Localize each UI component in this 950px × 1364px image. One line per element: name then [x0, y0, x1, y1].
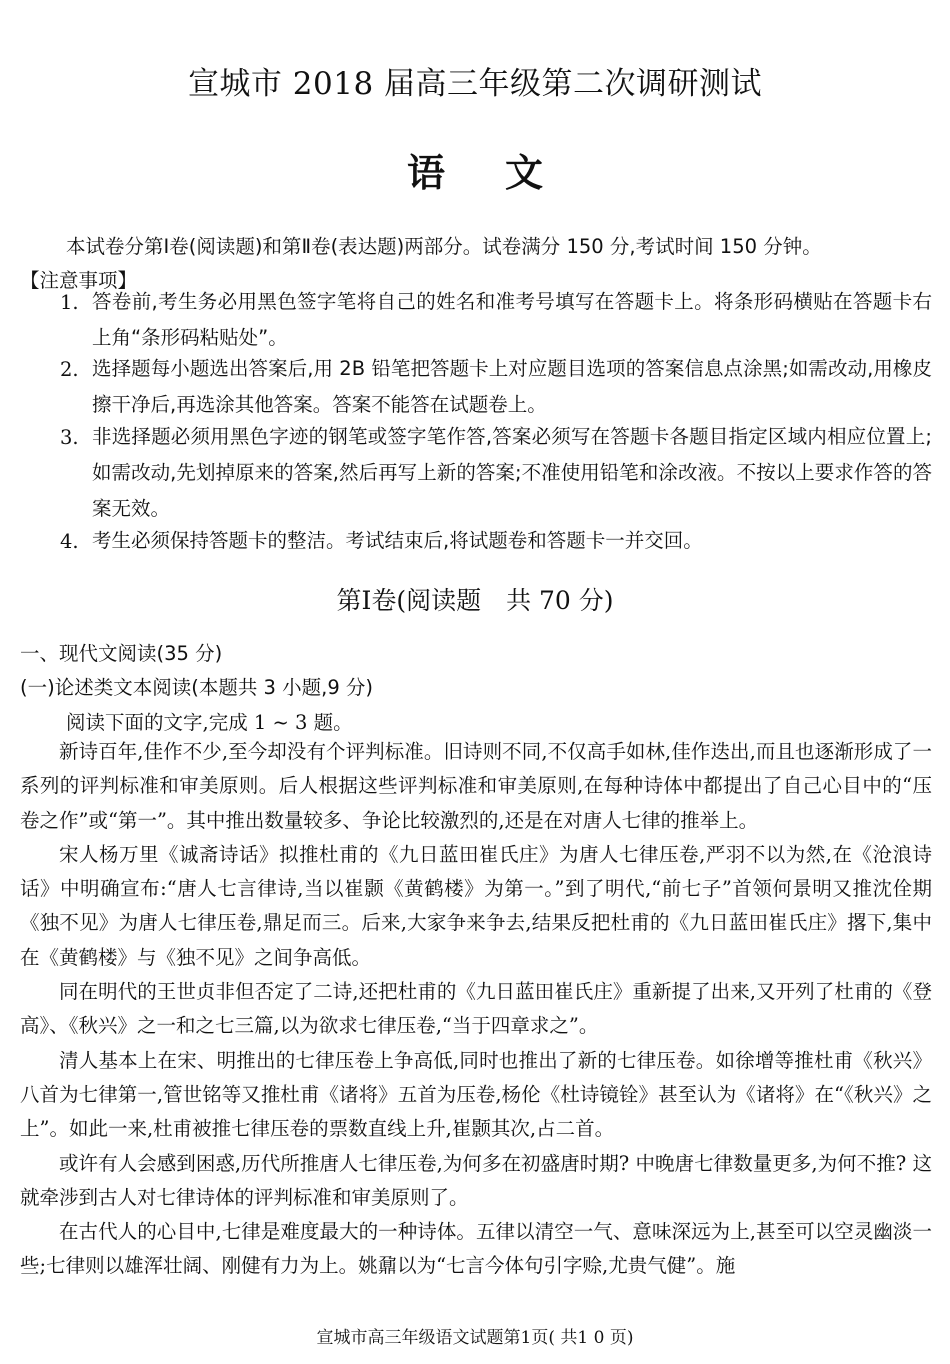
- notice-item-number: 2.: [60, 358, 79, 381]
- passage-paragraph: 清人基本上在宋、明推出的七律压卷上争高低,同时也推出了新的七律压卷。如徐增等推杜甫《秋兴》八首为七律第一,管世铭等又推杜甫《诸将》五首为压卷,杨伦《杜诗镜铨》甚至认为《诸将》在“《秋兴》之上”。如此一来,杜甫被推七律压卷的票数直线上升,崔颢其次,占二首。: [20, 1048, 932, 1141]
- page-footer: 宣城市高三年级语文试题第1页( 共1 0 页): [316, 1328, 634, 1348]
- notice-item-number: 4.: [60, 530, 79, 553]
- notice-item-text: 选择题每小题选出答案后,用 2B 铅笔把答题卡上对应题目选项的答案信息点涂黑;如需改动,用橡皮擦干净后,再选涂其他答案。答案不能答在试题卷上。: [92, 357, 932, 416]
- section-title: 第Ⅰ卷(阅读题 共 70 分): [336, 586, 614, 615]
- passage-paragraph: 宋人杨万里《诚斋诗话》拟推杜甫的《九日蓝田崔氏庄》为唐人七律压卷,严羽不以为然,在《沧浪诗话》中明确宣布:“唐人七言律诗,当以崔颢《黄鹤楼》为第一。”到了明代,“前七子”首领何景明又推沈佺期《独不见》为唐人七律压卷,鼎足而三。后来,大家争来争去,结果反把杜甫的《九日蓝田崔氏庄》撂下,集中在《黄鹤楼》与《独不见》之间争高低。: [20, 842, 932, 969]
- notice-item-text: 非选择题必须用黑色字迹的钢笔或签字笔作答,答案必须写在答题卡各题目指定区域内相应位置上;如需改动,先划掉原来的答案,然后再写上新的答案;不准使用铅笔和涂改液。不按以上要求作答的答案无效。: [92, 425, 932, 520]
- subject-title: 语文: [406, 151, 603, 195]
- notice-item-text: 答卷前,考生务必用黑色签字笔将自己的姓名和准考号填写在答题卡上。将条形码横贴在答题卡右上角“条形码粘贴处”。: [92, 290, 932, 349]
- notice-item-text: 考生必须保持答题卡的整洁。考试结束后,将试题卷和答题卡一并交回。: [92, 529, 703, 552]
- notice-item-number: 1.: [60, 291, 79, 314]
- exam-title: 宣城市 2018 届高三年级第二次调研测试: [187, 66, 763, 102]
- part-heading: 一、现代文阅读(35 分): [20, 642, 223, 665]
- passage-paragraph: 新诗百年,佳作不少,至今却没有个评判标准。旧诗则不同,不仅高手如林,佳作迭出,而且也逐渐形成了一系列的评判标准和审美原则。后人根据这些评判标准和审美原则,在每种诗体中都提出了自己心目中的“压卷之作”或“第一”。其中推出数量较多、争论比较激烈的,还是在对唐人七律的推举上。: [20, 740, 932, 832]
- reading-passage: [20, 735, 932, 1284]
- sub-heading: (一)论述类文本阅读(本题共 3 小题,9 分): [20, 676, 374, 699]
- passage-paragraph: 同在明代的王世贞非但否定了二诗,还把杜甫的《九日蓝田崔氏庄》重新提了出来,又开列了杜甫的《登高》、《秋兴》之一和之七三篇,以为欲求七律压卷,“当于四章求之”。: [20, 980, 932, 1038]
- exam-intro: 本试卷分第Ⅰ卷(阅读题)和第Ⅱ卷(表达题)两部分。试卷满分 150 分,考试时间 150 分钟。: [66, 235, 822, 258]
- notice-heading: 【注意事项】: [20, 269, 138, 292]
- notice-item-number: 3.: [60, 426, 79, 449]
- passage-paragraph: 在古代人的心目中,七律是难度最大的一种诗体。五律以清空一气、意味深远为上,甚至可以空灵幽淡一些;七律则以雄浑壮阔、刚健有力为上。姚鼐以为“七言今体句引字赊,尤贵气健”。施: [20, 1220, 932, 1278]
- reading-instruction: 阅读下面的文字,完成 1 ~ 3 题。: [66, 711, 353, 734]
- passage-paragraph: 或许有人会感到困惑,历代所推唐人七律压卷,为何多在初盛唐时期? 中晚唐七律数量更多,为何不推? 这就牵涉到古人对七律诗体的评判标准和审美原则了。: [20, 1151, 932, 1209]
